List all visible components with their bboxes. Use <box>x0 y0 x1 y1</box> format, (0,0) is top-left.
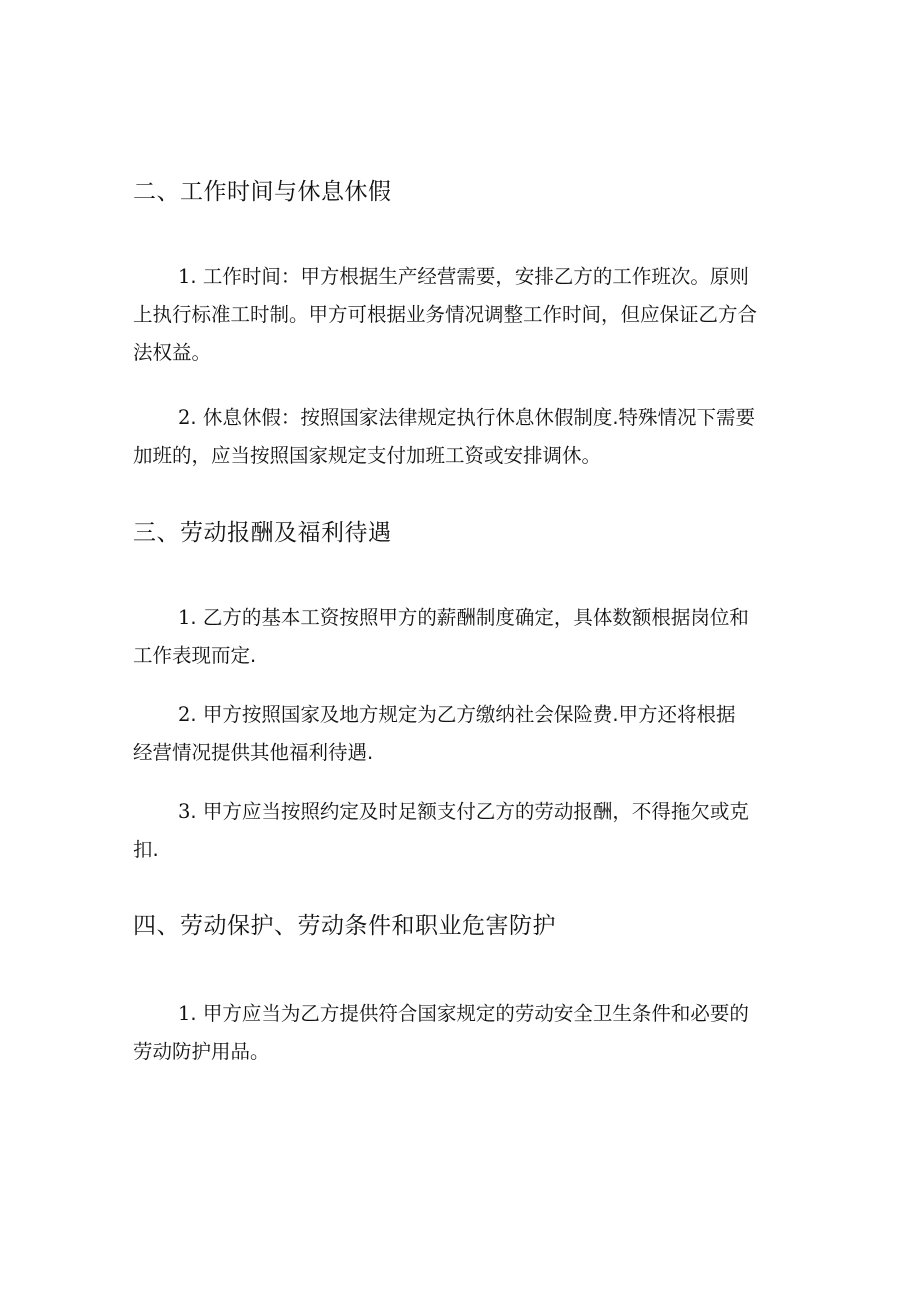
item-first-line <box>133 995 793 1033</box>
item-number: 1 <box>178 265 191 288</box>
item-number: 2 <box>178 406 191 429</box>
section-4-item-1 <box>133 995 793 1071</box>
item-line: 经营情况提供其他福利待遇. <box>133 741 374 764</box>
item-first-line <box>133 599 793 637</box>
item-line: 扣. <box>133 838 159 861</box>
item-number: 3 <box>178 800 191 823</box>
item-text: . 工作时间：甲方根据生产经营需要，安排乙方的工作班次。原则 <box>190 265 749 288</box>
item-first-line <box>133 258 793 296</box>
item-line: 加班的，应当按照国家规定支付加班工资或安排调休。 <box>133 444 602 467</box>
section-2-heading: 二、工作时间与休息休假 <box>133 179 392 205</box>
item-line: 法权益。 <box>133 341 212 364</box>
item-number: 2 <box>178 703 191 726</box>
item-first-line <box>133 793 793 831</box>
item-number: 1 <box>178 1002 191 1025</box>
section-3-item-2 <box>133 696 793 772</box>
item-line: 工作表现而定. <box>133 644 257 667</box>
section-3-item-1 <box>133 599 793 675</box>
item-text: . 甲方应当按照约定及时足额支付乙方的劳动报酬，不得拖欠或克 <box>190 800 749 823</box>
item-text: . 甲方应当为乙方提供符合国家规定的劳动安全卫生条件和必要的 <box>190 1002 749 1025</box>
section-2-item-1 <box>133 258 793 372</box>
section-2-item-2 <box>133 399 793 475</box>
item-first-line <box>133 399 793 437</box>
item-number: 1 <box>178 606 191 629</box>
section-3-heading: 三、劳动报酬及福利待遇 <box>133 520 392 546</box>
item-text: . 休息休假：按照国家法律规定执行休息休假制度.特殊情况下需要 <box>190 406 756 429</box>
item-first-line <box>133 696 793 734</box>
item-line: 上执行标准工时制。甲方可根据业务情况调整工作时间，但应保证乙方合 <box>133 303 758 326</box>
item-text: . 乙方的基本工资按照甲方的薪酬制度确定，具体数额根据岗位和 <box>190 606 749 629</box>
section-3-item-3 <box>133 793 793 869</box>
item-text: . 甲方按照国家及地方规定为乙方缴纳社会保险费.甲方还将根据 <box>190 703 736 726</box>
item-line: 劳动防护用品。 <box>133 1040 270 1063</box>
section-4-heading: 四、劳动保护、劳动条件和职业危害防护 <box>133 913 556 939</box>
